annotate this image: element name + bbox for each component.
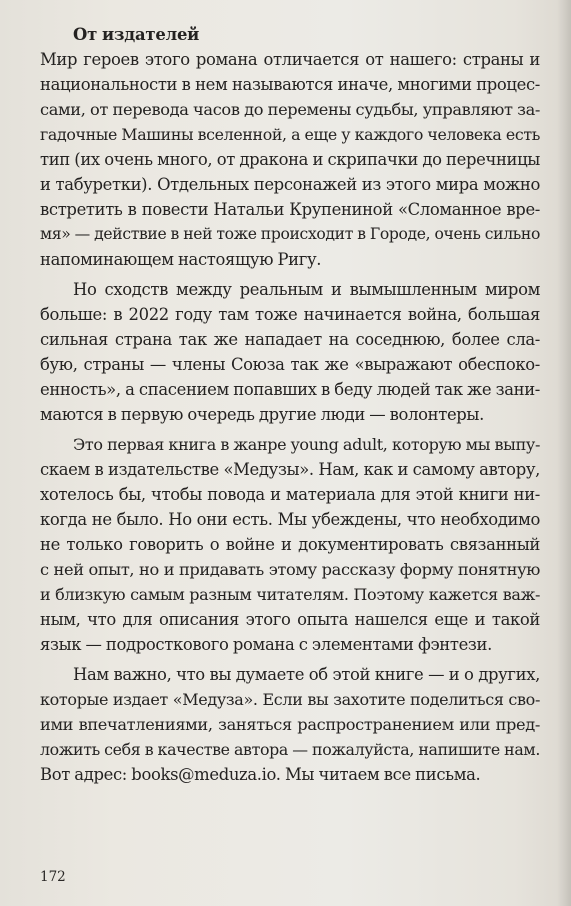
text-line: национальности в нем называются иначе, многими процес-: [40, 75, 540, 94]
text-line: Мир героев этого романа отличается от нашего: страны и: [40, 50, 540, 69]
text-line: маются в первую очередь другие люди — волонтеры.: [40, 405, 484, 424]
paragraph-3: [40, 432, 540, 657]
page-text: [40, 22, 540, 792]
text-line: встретить в повести Натальи Крупениной «Сломанное вре-: [40, 200, 540, 219]
paragraph-2: [40, 277, 540, 427]
page-number: 172: [40, 869, 66, 885]
text-line: Вот адрес: books@meduza.io. Мы читаем все письма.: [40, 765, 481, 784]
text-line: и близкую самым разным читателям. Поэтому кажется важ-: [40, 585, 540, 604]
text-line: сами, от перевода часов до перемены судьбы, управляют за-: [40, 100, 540, 119]
text-line: с ней опыт, но и придавать этому рассказу форму понятную: [40, 560, 540, 579]
text-line: когда не было. Но они есть. Мы убеждены, что необходимо: [40, 510, 540, 529]
text-line: ложить себя в качестве автора — пожалуйста, напишите нам.: [40, 740, 540, 759]
text-line: и табуретки). Отдельных персонажей из этого мира можно: [40, 175, 540, 194]
text-line: ими впечатлениями, заняться распространением или пред-: [40, 715, 540, 734]
text-line: Нам важно, что вы думаете об этой книге — и о других,: [73, 665, 540, 684]
text-line: енность», а спасением попавших в беду людей так же зани-: [40, 380, 540, 399]
text-line: мя» — действие в ней тоже происходит в Городе, очень сильно: [40, 225, 540, 243]
text-line: бую, страны — члены Союза так же «выражают обеспоко-: [40, 355, 540, 374]
text-line: ным, что для описания этого опыта нашелся еще и такой: [40, 610, 540, 629]
text-line: гадочные Машины вселенной, а еще у каждого человека есть: [40, 125, 540, 144]
text-line: хотелось бы, чтобы повода и материала для этой книги ни-: [40, 485, 540, 504]
text-line: тип (их очень много, от дракона и скрипачки до перечницы: [40, 150, 540, 169]
text-line: которые издает «Медуза». Если вы захотите поделиться сво-: [40, 690, 540, 709]
text-line: не только говорить о войне и документировать связанный: [40, 535, 540, 554]
page-edge-shadow: [557, 0, 571, 906]
text-line: Но сходств между реальным и вымышленным миром: [73, 280, 540, 299]
text-line: сильная страна так же нападает на соседнюю, более сла-: [40, 330, 540, 349]
text-line: напоминающем настоящую Ригу.: [40, 250, 322, 269]
section-heading: От издателей: [73, 25, 200, 44]
text-line: скаем в издательстве «Медузы». Нам, как и самому автору,: [40, 460, 540, 479]
paragraph-1: [40, 47, 540, 272]
paragraph-4: [40, 662, 540, 787]
text-line: больше: в 2022 году там тоже начинается война, большая: [40, 305, 540, 324]
text-line: Это первая книга в жанре young adult, которую мы выпу-: [73, 435, 540, 454]
text-line: язык — подросткового романа с элементами фэнтези.: [40, 635, 492, 654]
